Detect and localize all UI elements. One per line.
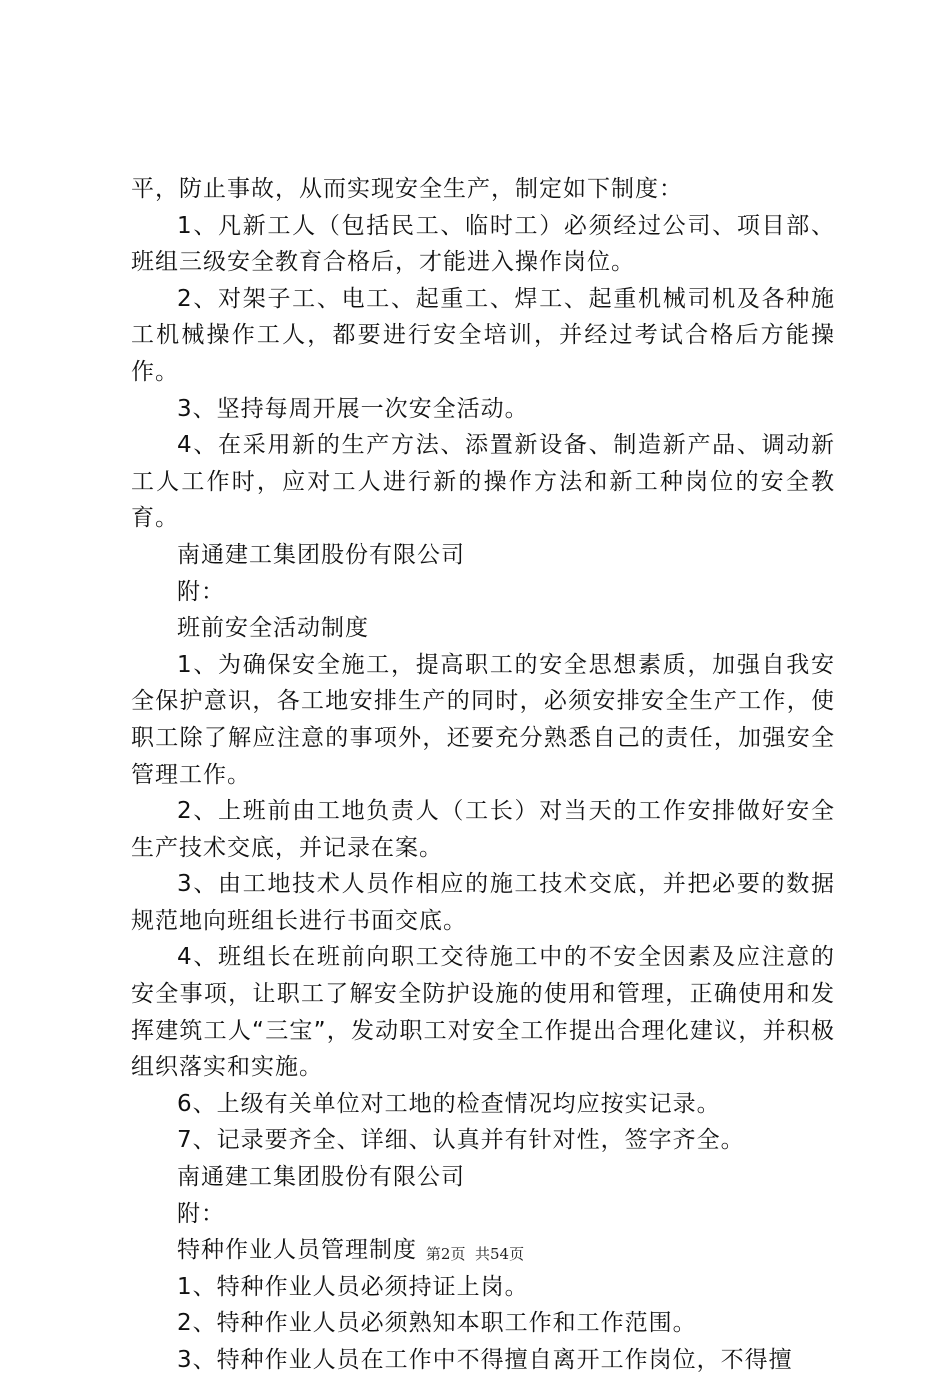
section-title: 特种作业人员管理制度 [177, 1237, 417, 1264]
paragraph: 1、凡新工人（包括民工、临时工）必须经过公司、项目部、班组三级安全教育合格后，才能进入操作岗位。 [131, 212, 835, 276]
section-title: 班前安全活动制度 [177, 615, 369, 642]
paragraph: 1、为确保安全施工，提高职工的安全思想素质，加强自我安全保护意识，各工地安排生产的同时，必须安排安全生产工作，使职工除了解应注意的事项外，还要充分熟悉自己的责任，加强安全管理工作。 [131, 651, 835, 788]
attachment-label: 附： [177, 1200, 225, 1227]
paragraph: 2、对架子工、电工、起重工、焊工、起重机械司机及各种施工机械操作工人，都要进行安全培训，并经过考试合格后方能操作。 [131, 285, 835, 385]
document-body [131, 171, 835, 1379]
attachment-label: 附： [177, 578, 225, 605]
paragraph: 7、记录要齐全、详细、认真并有针对性，签字齐全。 [177, 1127, 745, 1154]
paragraph: 1、特种作业人员必须持证上岗。 [177, 1273, 529, 1300]
company-signature: 南通建工集团股份有限公司 [177, 541, 465, 568]
paragraph: 4、在采用新的生产方法、添置新设备、制造新产品、调动新工人工作时，应对工人进行新的操作方法和新工种岗位的安全教育。 [131, 432, 835, 532]
paragraph: 3、由工地技术人员作相应的施工技术交底，并把必要的数据规范地向班组长进行书面交底。 [131, 871, 835, 934]
paragraph: 6、上级有关单位对工地的检查情况均应按实记录。 [177, 1090, 721, 1117]
paragraph: 3、坚持每周开展一次安全活动。 [177, 395, 529, 422]
paragraph: 平，防止事故，从而实现安全生产，制定如下制度： [131, 176, 683, 202]
paragraph: 2、上班前由工地负责人（工长）对当天的工作安排做好安全生产技术交底，并记录在案。 [131, 798, 835, 861]
paragraph: 4、班组长在班前向职工交待施工中的不安全因素及应注意的安全事项，让职工了解安全防护设施的使用和管理，正确使用和发挥建筑工人“三宝”，发动职工对安全工作提出合理化建议，并积极组织落实和实施。 [131, 944, 835, 1081]
company-signature: 南通建工集团股份有限公司 [177, 1164, 465, 1191]
page-number: 第2页 共54页 [425, 1245, 525, 1263]
paragraph: 2、特种作业人员必须熟知本职工作和工作范围。 [177, 1310, 697, 1337]
paragraph: 3、特种作业人员在工作中不得擅自离开工作岗位，不得擅 [177, 1347, 793, 1373]
page-footer [0, 1243, 950, 1264]
